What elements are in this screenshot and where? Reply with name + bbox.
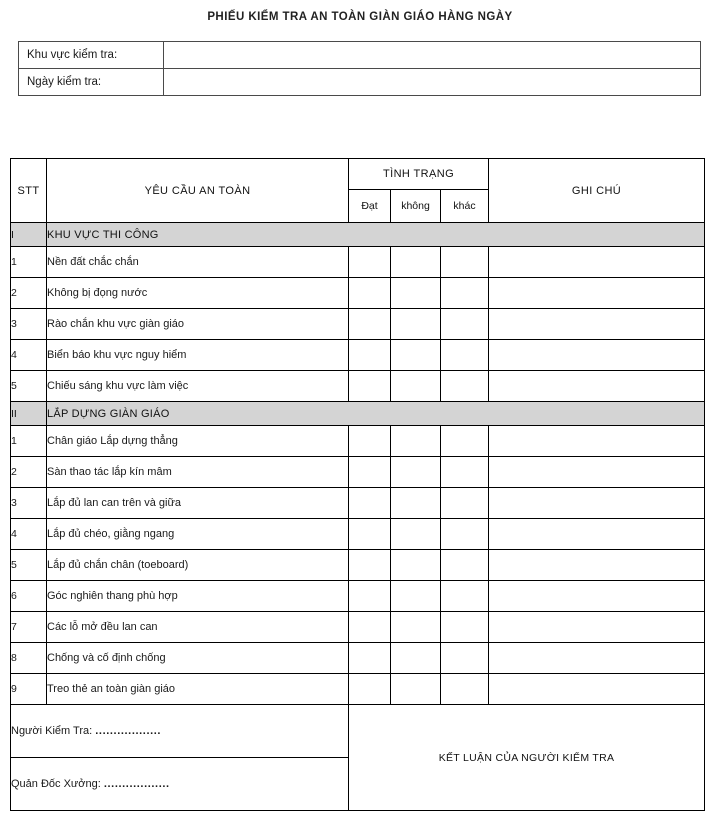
column-header-status-other: khác	[441, 190, 489, 223]
item-number: 1	[11, 247, 47, 278]
item-requirement: Lắp đủ chắn chân (toeboard)	[47, 550, 349, 581]
table-row	[11, 278, 705, 309]
supervisor-signature-cell[interactable]	[11, 758, 349, 811]
table-row	[11, 340, 705, 371]
item-number: 4	[11, 519, 47, 550]
section-header-row	[11, 223, 705, 247]
column-header-requirement: YÊU CẦU AN TOÀN	[47, 159, 349, 223]
section-number-2: II	[11, 402, 47, 426]
checkbox-cell-pass[interactable]	[349, 674, 391, 705]
checkbox-cell-fail[interactable]	[391, 457, 441, 488]
item-number: 1	[11, 426, 47, 457]
footer-row-inspector	[11, 705, 705, 758]
input-inspection-area[interactable]	[164, 42, 701, 69]
checkbox-cell-fail[interactable]	[391, 674, 441, 705]
checkbox-cell-fail[interactable]	[391, 643, 441, 674]
section-number-1: I	[11, 223, 47, 247]
label-inspection-date: Ngày kiểm tra:	[19, 69, 164, 96]
column-header-status-fail: không	[391, 190, 441, 223]
table-row	[11, 612, 705, 643]
checkbox-cell-other[interactable]	[441, 426, 489, 457]
checkbox-cell-pass[interactable]	[349, 371, 391, 402]
table-row	[11, 550, 705, 581]
inspector-dots: ..................	[95, 725, 162, 737]
conclusion-title: KẾT LUẬN CỦA NGƯỜI KIỂM TRA	[438, 751, 615, 764]
checkbox-cell-pass[interactable]	[349, 426, 391, 457]
section-title-1: KHU VỰC THI CÔNG	[47, 223, 705, 247]
checkbox-cell-other[interactable]	[441, 674, 489, 705]
note-cell[interactable]	[489, 581, 705, 612]
item-requirement: Chân giáo Lắp dựng thẳng	[47, 426, 349, 457]
checklist-header	[11, 159, 705, 223]
item-requirement: Lắp đủ chéo, giằng ngang	[47, 519, 349, 550]
checklist-header-row-1	[11, 159, 705, 190]
column-header-status-pass: Đạt	[349, 190, 391, 223]
checkbox-cell-pass[interactable]	[349, 550, 391, 581]
checkbox-cell-fail[interactable]	[391, 278, 441, 309]
header-info-body	[19, 42, 701, 96]
header-field-row-date	[19, 69, 701, 96]
page-title: PHIẾU KIỂM TRA AN TOÀN GIÀN GIÁO HÀNG NGÀY	[207, 11, 513, 23]
note-cell[interactable]	[489, 457, 705, 488]
note-cell[interactable]	[489, 247, 705, 278]
checkbox-cell-fail[interactable]	[391, 612, 441, 643]
checklist-body	[11, 223, 705, 811]
note-cell[interactable]	[489, 550, 705, 581]
checkbox-cell-other[interactable]	[441, 550, 489, 581]
table-row	[11, 643, 705, 674]
item-number: 4	[11, 340, 47, 371]
item-number: 6	[11, 581, 47, 612]
checkbox-cell-pass[interactable]	[349, 519, 391, 550]
item-number: 3	[11, 488, 47, 519]
section-title-2: LẮP DỰNG GIÀN GIÁO	[47, 402, 705, 426]
supervisor-dots: ..................	[103, 778, 170, 790]
item-requirement: Lắp đủ lan can trên và giữa	[47, 488, 349, 519]
table-row	[11, 457, 705, 488]
item-number: 5	[11, 550, 47, 581]
checkbox-cell-fail[interactable]	[391, 488, 441, 519]
item-requirement: Không bị đọng nước	[47, 278, 349, 309]
note-cell[interactable]	[489, 426, 705, 457]
inspector-label: Người Kiểm Tra:	[11, 725, 93, 737]
checkbox-cell-other[interactable]	[441, 278, 489, 309]
header-field-row-area	[19, 42, 701, 69]
checkbox-cell-other[interactable]	[441, 340, 489, 371]
note-cell[interactable]	[489, 278, 705, 309]
item-number: 2	[11, 457, 47, 488]
checkbox-cell-fail[interactable]	[391, 247, 441, 278]
note-cell[interactable]	[489, 488, 705, 519]
checkbox-cell-other[interactable]	[441, 309, 489, 340]
item-number: 5	[11, 371, 47, 402]
checkbox-cell-fail[interactable]	[391, 426, 441, 457]
checkbox-cell-fail[interactable]	[391, 519, 441, 550]
item-requirement: Chống và cố định chống	[47, 643, 349, 674]
inspector-signature-cell[interactable]	[11, 705, 349, 758]
note-cell[interactable]	[489, 674, 705, 705]
supervisor-label: Quản Đốc Xưởng:	[11, 778, 101, 790]
checkbox-cell-pass[interactable]	[349, 309, 391, 340]
item-requirement: Chiếu sáng khu vực làm việc	[47, 371, 349, 402]
note-cell[interactable]	[489, 643, 705, 674]
note-cell[interactable]	[489, 612, 705, 643]
column-header-note: GHI CHÚ	[489, 159, 705, 223]
item-requirement: Các lỗ mở đều lan can	[47, 612, 349, 643]
table-row	[11, 674, 705, 705]
item-requirement: Treo thẻ an toàn giàn giáo	[47, 674, 349, 705]
header-info-table	[18, 41, 701, 96]
checkbox-cell-fail[interactable]	[391, 340, 441, 371]
checkbox-cell-other[interactable]	[441, 371, 489, 402]
table-row	[11, 247, 705, 278]
checkbox-cell-other[interactable]	[441, 457, 489, 488]
checkbox-cell-pass[interactable]	[349, 488, 391, 519]
checkbox-cell-pass[interactable]	[349, 457, 391, 488]
table-row	[11, 488, 705, 519]
checkbox-cell-fail[interactable]	[391, 581, 441, 612]
item-requirement: Sàn thao tác lắp kín mâm	[47, 457, 349, 488]
item-requirement: Nền đất chắc chắn	[47, 247, 349, 278]
item-number: 9	[11, 674, 47, 705]
input-inspection-date[interactable]	[164, 69, 701, 96]
item-number: 3	[11, 309, 47, 340]
checkbox-cell-other[interactable]	[441, 643, 489, 674]
note-cell[interactable]	[489, 340, 705, 371]
checkbox-cell-pass[interactable]	[349, 581, 391, 612]
column-header-status-group: TÌNH TRẠNG	[349, 159, 489, 190]
note-cell[interactable]	[489, 371, 705, 402]
checkbox-cell-pass[interactable]	[349, 247, 391, 278]
checkbox-cell-other[interactable]	[441, 488, 489, 519]
item-requirement: Biển báo khu vực nguy hiểm	[47, 340, 349, 371]
checkbox-cell-fail[interactable]	[391, 309, 441, 340]
checkbox-cell-other[interactable]	[441, 581, 489, 612]
checkbox-cell-fail[interactable]	[391, 550, 441, 581]
safety-checklist-table	[10, 158, 705, 811]
table-row	[11, 581, 705, 612]
checkbox-cell-pass[interactable]	[349, 612, 391, 643]
checkbox-cell-pass[interactable]	[349, 278, 391, 309]
column-header-stt: STT	[11, 159, 47, 223]
note-cell[interactable]	[489, 309, 705, 340]
checkbox-cell-fail[interactable]	[391, 371, 441, 402]
checkbox-cell-pass[interactable]	[349, 643, 391, 674]
table-row	[11, 309, 705, 340]
item-number: 8	[11, 643, 47, 674]
note-cell[interactable]	[489, 519, 705, 550]
label-inspection-area: Khu vực kiểm tra:	[19, 42, 164, 69]
table-row	[11, 426, 705, 457]
item-number: 2	[11, 278, 47, 309]
section-header-row	[11, 402, 705, 426]
checkbox-cell-other[interactable]	[441, 247, 489, 278]
item-requirement: Góc nghiên thang phù hợp	[47, 581, 349, 612]
conclusion-cell[interactable]	[349, 705, 705, 811]
table-row	[11, 519, 705, 550]
checkbox-cell-pass[interactable]	[349, 340, 391, 371]
checkbox-cell-other[interactable]	[441, 612, 489, 643]
checkbox-cell-other[interactable]	[441, 519, 489, 550]
item-requirement: Rào chắn khu vực giàn giáo	[47, 309, 349, 340]
item-number: 7	[11, 612, 47, 643]
table-row	[11, 371, 705, 402]
